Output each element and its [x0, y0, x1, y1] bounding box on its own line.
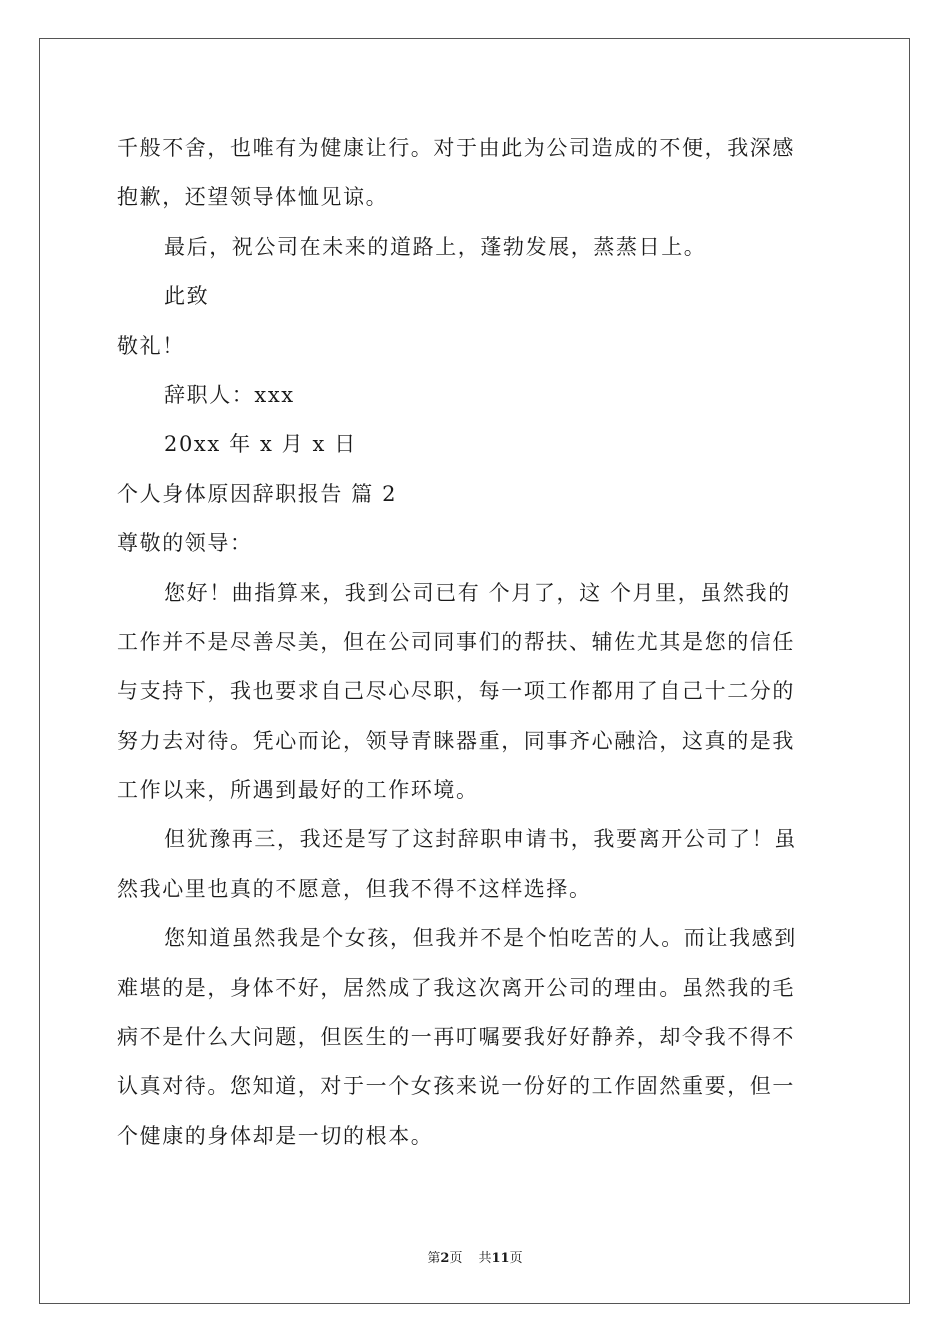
text-line: 此致 [164, 284, 210, 309]
total-prefix: 共 [478, 1251, 492, 1266]
text-line: 病不是什么大问题，但医生的一再叮嘱要我好好静养，却令我不得不 [117, 1025, 795, 1050]
page-prefix: 第 [427, 1251, 441, 1266]
text-line: 您好！曲指算来，我到公司已有 个月了，这 个月里，虽然我的 [164, 580, 791, 605]
text-line: 20xx 年 x 月 x 日 [164, 432, 357, 457]
total-page-number: 11 [491, 1251, 510, 1266]
total-suffix: 页 [509, 1251, 523, 1266]
text-line: 然我心里也真的不愿意，但我不得不这样选择。 [117, 876, 592, 901]
text-line: 辞职人：xxx [164, 382, 295, 407]
text-line: 认真对待。您知道，对于一个女孩来说一份好的工作固然重要，但一 [117, 1074, 795, 1099]
text-line: 千般不舍，也唯有为健康让行。对于由此为公司造成的不便，我深感 [117, 136, 795, 160]
page-suffix: 页 [449, 1251, 463, 1266]
current-page-number: 2 [440, 1251, 450, 1266]
text-line: 但犹豫再三，我还是写了这封辞职申请书，我要离开公司了！虽 [164, 827, 797, 852]
text-line: 尊敬的领导： [117, 531, 253, 556]
text-line: 努力去对待。凭心而论，领导青睐器重，同事齐心融洽，这真的是我 [117, 728, 795, 753]
document-body [117, 124, 833, 1161]
text-line: 与支持下，我也要求自己尽心尽职，每一项工作都用了自己十二分的 [117, 679, 795, 704]
text-line: 个人身体原因辞职报告 篇 2 [117, 481, 398, 506]
page-footer [0, 1247, 950, 1266]
text-line: 抱歉，还望领导体恤见谅。 [117, 185, 389, 210]
text-line: 难堪的是，身体不好，居然成了我这次离开公司的理由。虽然我的毛 [117, 975, 795, 1000]
text-line: 工作并不是尽善尽美，但在公司同事们的帮扶、辅佐尤其是您的信任 [117, 629, 795, 654]
text-line: 您知道虽然我是个女孩，但我并不是个怕吃苦的人。而让我感到 [164, 926, 797, 951]
text-line: 最后，祝公司在未来的道路上，蓬勃发展，蒸蒸日上。 [164, 234, 707, 259]
text-line: 个健康的身体却是一切的根本。 [117, 1123, 434, 1148]
text-line: 工作以来，所遇到最好的工作环境。 [117, 778, 479, 803]
text-line: 敬礼！ [117, 333, 185, 358]
